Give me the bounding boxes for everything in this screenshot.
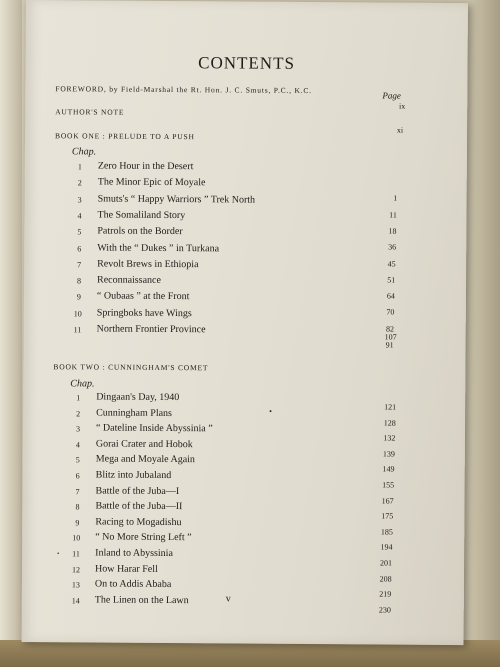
chapter-title: “ No More String Left ” bbox=[95, 531, 192, 544]
chapter-number: 11 bbox=[72, 549, 80, 559]
chapter-page-number: 149 bbox=[382, 464, 395, 474]
chapter-number: 5 bbox=[75, 455, 80, 465]
chapter-page-number: 121 bbox=[384, 402, 397, 412]
chapter-page-number: 1 bbox=[393, 193, 398, 203]
chapter-number: 2 bbox=[76, 408, 81, 418]
page-column-header: Page bbox=[382, 90, 401, 101]
authors-note-entry: AUTHOR'S NOTE bbox=[55, 107, 125, 117]
chapter-number: 1 bbox=[76, 393, 81, 403]
chapter-page-number: 18 bbox=[388, 226, 397, 236]
chapter-title: Gorai Crater and Hobok bbox=[95, 438, 193, 450]
chapter-page-number: 139 bbox=[382, 449, 395, 459]
chapter-page-number: 70 bbox=[386, 307, 395, 317]
chapter-number: 12 bbox=[71, 564, 81, 574]
chapter-page-number: 36 bbox=[388, 242, 397, 252]
chapter-number: 5 bbox=[77, 227, 82, 237]
chapter-number: 9 bbox=[76, 292, 81, 302]
chapter-title: Battle of the Juba—II bbox=[95, 500, 183, 513]
book-page bbox=[22, 0, 468, 645]
chap-label: Chap. bbox=[70, 378, 95, 390]
book-spine-edge bbox=[0, 0, 22, 667]
chapter-title: Springboks have Wings bbox=[96, 307, 192, 319]
chapter-title: With the “ Dukes ” in Turkana bbox=[97, 242, 220, 254]
chapter-number: 7 bbox=[77, 260, 82, 270]
chapter-title: The Minor Epic of Moyale bbox=[97, 176, 206, 189]
chapter-number: 13 bbox=[71, 580, 80, 590]
chapter-number: 10 bbox=[73, 309, 82, 319]
chapter-title: Battle of the Juba—I bbox=[95, 485, 180, 497]
chapter-page-number: 132 bbox=[383, 433, 396, 443]
authors-note-page: xi bbox=[396, 125, 404, 135]
chapter-number: 8 bbox=[75, 502, 80, 512]
chapter-page-number: 45 bbox=[387, 259, 396, 269]
chapter-title: Blitz into Jubaland bbox=[95, 469, 172, 482]
chapter-page-number: 185 bbox=[380, 527, 393, 537]
book-one-heading: BOOK ONE : PRELUDE TO A PUSH bbox=[55, 131, 195, 142]
chapter-title: Smuts's “ Happy Warriors ” Trek North bbox=[97, 193, 256, 206]
chapter-title: Revolt Brews in Ethiopia bbox=[97, 258, 199, 271]
chapter-number: 11 bbox=[73, 325, 82, 335]
chapter-page-number: 175 bbox=[381, 511, 394, 521]
chapter-number: 10 bbox=[72, 533, 81, 543]
pencil-dot-mark: • bbox=[57, 551, 60, 558]
chapter-number: 3 bbox=[77, 194, 82, 204]
chapter-title: The Linen on the Lawn bbox=[94, 594, 189, 606]
chapter-page-number: 219 bbox=[379, 589, 392, 599]
chapter-title: “ Dateline Inside Abyssinia ” bbox=[95, 422, 213, 435]
chapter-title: Reconnaissance bbox=[97, 274, 161, 287]
chapter-title: Northern Frontier Province bbox=[96, 323, 206, 336]
chapter-number: 7 bbox=[75, 486, 80, 496]
chapter-number: 4 bbox=[77, 211, 82, 221]
chapter-page-number: 167 bbox=[381, 496, 394, 506]
chapter-title: Racing to Mogadishu bbox=[95, 516, 182, 528]
chapter-title: How Harar Fell bbox=[94, 563, 158, 575]
chapter-title: Dingaan's Day, 1940 bbox=[96, 391, 180, 404]
chapter-title: Cunningham Plans bbox=[96, 407, 173, 419]
chapter-number: 1 bbox=[77, 162, 82, 172]
page-folio: v bbox=[225, 593, 231, 605]
chapter-title: Inland to Abyssinia bbox=[95, 547, 173, 560]
chapter-title: The Somaliland Story bbox=[97, 209, 186, 222]
chapter-page-number: 128 bbox=[383, 418, 396, 428]
page-title: CONTENTS bbox=[198, 53, 296, 73]
chapter-title: Patrols on the Border bbox=[97, 225, 183, 238]
chapter-number: 4 bbox=[75, 440, 80, 450]
chapter-page-number: 91 bbox=[385, 340, 394, 350]
foreword-entry: FOREWORD, by Field-Marshal the Rt. Hon. J. C. Smuts, P.C., K.C. bbox=[55, 84, 312, 95]
chapter-page-number: 201 bbox=[380, 558, 393, 568]
chapter-title: “ Oubaas ” at the Front bbox=[96, 290, 190, 303]
chapter-page-number: 194 bbox=[380, 542, 393, 552]
chapter-number: 14 bbox=[71, 596, 80, 606]
chapter-page-number: 11 bbox=[389, 210, 397, 220]
book-two-heading: BOOK TWO : CUNNINGHAM'S COMET bbox=[53, 362, 209, 373]
chapter-page-number: 155 bbox=[382, 480, 395, 490]
chapter-title: Mega and Moyale Again bbox=[95, 453, 195, 466]
foreword-page: ix bbox=[399, 101, 406, 111]
chapter-page-number: 51 bbox=[387, 275, 396, 285]
chapter-number: 8 bbox=[77, 276, 82, 286]
chapter-number: 6 bbox=[77, 243, 82, 253]
chapter-page-number: 230 bbox=[378, 605, 391, 615]
book-one-last-page: 107 bbox=[384, 332, 397, 342]
chapter-number: 6 bbox=[75, 471, 80, 481]
chapter-title: Zero Hour in the Desert bbox=[97, 160, 194, 173]
chapter-number: 2 bbox=[77, 178, 82, 188]
chapter-number: 3 bbox=[75, 424, 81, 434]
chapter-page-number: 208 bbox=[379, 574, 392, 584]
pencil-dot-mark: • bbox=[269, 406, 272, 416]
chapter-page-number: 64 bbox=[386, 291, 395, 301]
chap-label: Chap. bbox=[71, 146, 97, 158]
chapter-number: 9 bbox=[75, 518, 80, 528]
chapter-title: On to Addis Ababa bbox=[94, 578, 172, 591]
chapter-page-number: 82 bbox=[385, 324, 395, 334]
